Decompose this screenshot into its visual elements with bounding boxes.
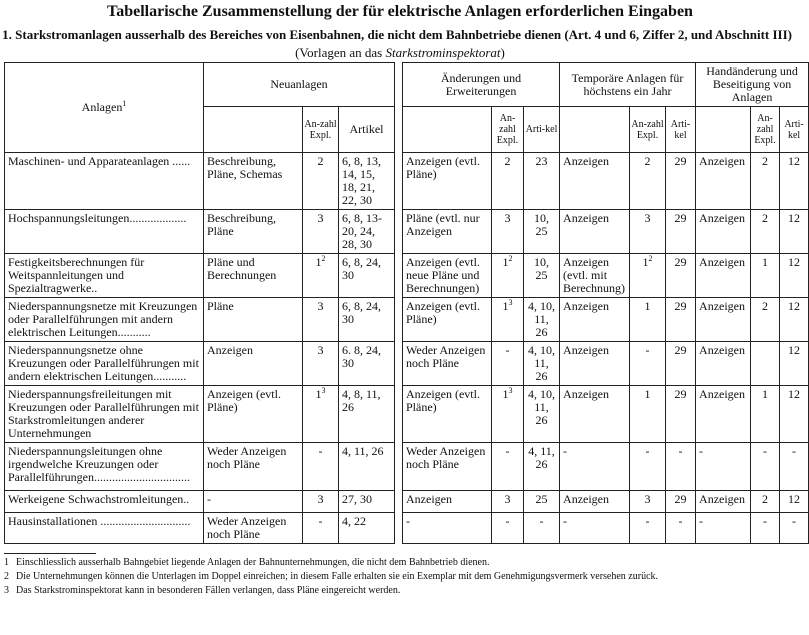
cell-aend-vorlage [403, 513, 492, 544]
cell-aend-anzahl [492, 513, 524, 544]
footnote-number: 2 [4, 571, 9, 582]
cell-gap [395, 443, 403, 491]
neu-anzahl-value: - [318, 514, 323, 528]
header-hand-anzahl: An-zahl Expl. [751, 107, 780, 153]
cell-neu-artikel [339, 153, 395, 210]
cell-row-label [5, 443, 204, 491]
cell-aend-artikel [524, 254, 560, 298]
neu-artikel-value: 6. 8, 24, 30 [342, 343, 381, 370]
aend-vorlage-value: Anzeigen (evtl. Pläne) [406, 387, 480, 414]
hand-vorlage-value: - [699, 514, 704, 528]
footnote-number: 1 [4, 557, 9, 568]
cell-row-label [5, 153, 204, 210]
temp-vorlage-value: Anzeigen [563, 299, 610, 313]
aend-anzahl-value: - [505, 444, 510, 458]
table-row [5, 491, 809, 513]
temp-artikel-value: 29 [674, 154, 687, 168]
temp-artikel-value: 29 [674, 492, 687, 506]
temp-vorlage-value: Anzeigen [563, 154, 610, 168]
aend-anzahl-value: 3 [504, 211, 511, 225]
cell-aend-anzahl [492, 210, 524, 254]
hand-vorlage-value: Anzeigen [699, 154, 746, 168]
cell-temp-anzahl [630, 386, 666, 443]
neu-vorlage-value: Anzeigen [207, 343, 253, 357]
aend-vorlage-value: Anzeigen (evtl. neue Pläne und Berechnungen) [406, 255, 480, 295]
temp-artikel-value: 29 [674, 387, 687, 401]
cell-neu-artikel [339, 298, 395, 342]
footnote-text: Die Unternehmungen können die Unterlagen im Doppel einreichen; in diesem Falle erhalten sie ein Exemplar mit dem Genehmigungsvermerk versehen zurück. [16, 571, 659, 582]
hand-artikel-value: 12 [788, 343, 801, 357]
neu-vorlage-value: Beschreibung, Pläne, Schemas [207, 154, 283, 181]
cell-neu-artikel [339, 386, 395, 443]
cell-temp-anzahl [630, 153, 666, 210]
cell-neu-vorlage [204, 491, 303, 513]
aend-anzahl-value: 1 [502, 255, 509, 269]
cell-neu-vorlage [204, 153, 303, 210]
cell-aend-anzahl [492, 254, 524, 298]
table-row [5, 153, 809, 210]
hand-anzahl-value: 1 [762, 255, 769, 269]
aend-vorlage-value: Weder Anzeigen noch Pläne [406, 444, 486, 471]
cell-aend-anzahl [492, 386, 524, 443]
cell-neu-vorlage [204, 342, 303, 386]
document-subtitle: 1. Starkstromanlagen ausserhalb des Bereiches von Eisenbahnen, die nicht dem Bahnbetriebe dienen (Art. 4 und 6, Ziffer 2, und Abschnitt III) [2, 27, 792, 42]
neu-vorlage-value: Anzeigen (evtl. Pläne) [207, 387, 281, 414]
hand-vorlage-value: Anzeigen [699, 299, 746, 313]
aend-vorlage-value: Weder Anzeigen noch Pläne [406, 343, 486, 370]
cell-temp-artikel [666, 210, 696, 254]
cell-temp-anzahl [630, 210, 666, 254]
header-handaenderung: Handänderung und Beseitigung von Anlagen [696, 63, 809, 107]
footnote-ref: 2 [321, 254, 326, 263]
cell-neu-anzahl [303, 298, 339, 342]
cell-row-label [5, 254, 204, 298]
hand-vorlage-value: - [699, 444, 704, 458]
table-body [5, 153, 809, 544]
hand-anzahl-value: - [763, 514, 768, 528]
temp-vorlage-value: Anzeigen [563, 211, 610, 225]
footnotes [4, 557, 794, 599]
cell-temp-anzahl [630, 513, 666, 544]
temp-vorlage-value: - [563, 444, 568, 458]
hand-anzahl-value: 2 [762, 492, 769, 506]
hand-vorlage-value: Anzeigen [699, 343, 746, 357]
cell-neu-anzahl [303, 513, 339, 544]
table-row [5, 386, 809, 443]
cell-aend-artikel [524, 153, 560, 210]
temp-anzahl-value: 3 [644, 211, 651, 225]
cell-neu-artikel [339, 513, 395, 544]
neu-anzahl-value: 2 [317, 154, 324, 168]
cell-hand-artikel [780, 342, 809, 386]
temp-artikel-value: 29 [674, 343, 687, 357]
cell-hand-artikel [780, 443, 809, 491]
footnote-text: Einschliesslich ausserhalb Bahngebiet liegende Anlagen der Bahnunternehmungen, die nicht dem Bahnbetrieb dienen. [16, 557, 490, 568]
cell-neu-anzahl [303, 254, 339, 298]
cell-hand-artikel [780, 386, 809, 443]
aend-anzahl-value: 1 [502, 387, 509, 401]
aend-anzahl-value: - [505, 343, 510, 357]
aend-artikel-value: 25 [535, 492, 548, 506]
cell-row-label [5, 386, 204, 443]
cell-temp-anzahl [630, 298, 666, 342]
neu-vorlage-value: Pläne und Berechnungen [207, 255, 277, 282]
header-hand-artikel: Arti-kel [780, 107, 809, 153]
cell-temp-artikel [666, 443, 696, 491]
cell-aend-artikel [524, 210, 560, 254]
cell-aend-artikel [524, 491, 560, 513]
neu-artikel-value: 6, 8, 24, 30 [342, 255, 381, 282]
header-aend-anzahl: An-zahl Expl. [492, 107, 524, 153]
header-aend-artikel: Arti-kel [524, 107, 560, 153]
footnote [4, 585, 794, 597]
cell-neu-artikel [339, 491, 395, 513]
aend-vorlage-value: - [406, 514, 410, 528]
temp-artikel-value: 29 [674, 299, 687, 313]
temp-artikel-value: - [678, 444, 683, 458]
row-label-value: Niederspannungsleitungen ohne irgendwelche Kreuzungen oder Parallelführungen................................ [8, 444, 190, 484]
cell-hand-vorlage [696, 153, 751, 210]
footnote [4, 557, 794, 569]
cell-hand-vorlage [696, 386, 751, 443]
aend-vorlage-value: Anzeigen (evtl. Pläne) [406, 299, 480, 326]
cell-hand-artikel [780, 298, 809, 342]
neu-artikel-value: 4, 11, 26 [342, 444, 384, 458]
neu-anzahl-value: - [318, 444, 323, 458]
temp-artikel-value: - [678, 514, 683, 528]
cell-hand-vorlage [696, 298, 751, 342]
aend-artikel-value: 23 [535, 154, 548, 168]
row-label-value: Niederspannungsfreileitungen mit Kreuzungen oder Parallelführungen mit Starkstromleitungen anderer Unternehmungen [8, 387, 199, 440]
aend-artikel-value: 10, 25 [534, 211, 550, 238]
cell-hand-vorlage [696, 254, 751, 298]
temp-anzahl-value: 1 [642, 255, 649, 269]
cell-aend-artikel [524, 513, 560, 544]
cell-neu-anzahl [303, 386, 339, 443]
neu-anzahl-value: 3 [317, 299, 324, 313]
footnote-number: 3 [4, 585, 9, 596]
footnote-ref: 3 [321, 386, 326, 395]
column-gap [395, 63, 403, 153]
aend-artikel-value: 4, 10, 11, 26 [528, 387, 556, 427]
cell-row-label [5, 342, 204, 386]
cell-hand-vorlage [696, 210, 751, 254]
footnote-divider [4, 553, 96, 554]
cell-temp-artikel [666, 513, 696, 544]
cell-temp-vorlage [560, 298, 630, 342]
note-prefix: (Vorlagen an das [295, 45, 386, 60]
cell-hand-vorlage [696, 342, 751, 386]
header-hand-vorlage [696, 107, 751, 153]
hand-anzahl-value: 2 [762, 299, 769, 313]
cell-hand-anzahl [751, 254, 780, 298]
hand-anzahl-value: 2 [762, 154, 769, 168]
cell-hand-artikel [780, 513, 809, 544]
table-row [5, 342, 809, 386]
neu-vorlage-value: Weder Anzeigen noch Pläne [207, 514, 287, 541]
table-row [5, 210, 809, 254]
cell-temp-vorlage [560, 443, 630, 491]
aend-anzahl-value: 2 [504, 154, 511, 168]
cell-hand-anzahl [751, 513, 780, 544]
aend-artikel-value: 4, 11, 26 [528, 444, 555, 471]
table-row [5, 298, 809, 342]
cell-neu-anzahl [303, 210, 339, 254]
hand-vorlage-value: Anzeigen [699, 211, 746, 225]
neu-artikel-value: 27, 30 [342, 492, 372, 506]
cell-temp-artikel [666, 298, 696, 342]
cell-temp-artikel [666, 153, 696, 210]
footnote-text: Das Starkstrominspektorat kann in besonderen Fällen verlangen, dass Pläne eingereicht werden. [16, 585, 401, 596]
cell-temp-vorlage [560, 342, 630, 386]
note-authority: Starkstrominspektorat [385, 45, 501, 60]
cell-aend-artikel [524, 443, 560, 491]
cell-hand-anzahl [751, 153, 780, 210]
cell-neu-vorlage [204, 298, 303, 342]
cell-aend-anzahl [492, 153, 524, 210]
neu-anzahl-value: 1 [315, 255, 322, 269]
aend-artikel-value: - [539, 514, 544, 528]
cell-row-label [5, 513, 204, 544]
cell-neu-artikel [339, 342, 395, 386]
cell-gap [395, 210, 403, 254]
neu-artikel-value: 6, 8, 24, 30 [342, 299, 381, 326]
row-label-value: Hochspannungsleitungen................... [8, 211, 187, 225]
temp-artikel-value: 29 [674, 255, 687, 269]
cell-neu-artikel [339, 210, 395, 254]
cell-aend-vorlage [403, 153, 492, 210]
aend-vorlage-value: Anzeigen [406, 492, 452, 506]
cell-temp-vorlage [560, 491, 630, 513]
cell-gap [395, 342, 403, 386]
cell-temp-artikel [666, 491, 696, 513]
header-neu-artikel: Artikel [339, 107, 395, 153]
hand-anzahl-value: 2 [762, 211, 769, 225]
temp-anzahl-value: 2 [644, 154, 651, 168]
temp-vorlage-value: - [563, 514, 568, 528]
temp-anzahl-value: - [645, 343, 650, 357]
hand-vorlage-value: Anzeigen [699, 492, 746, 506]
temp-vorlage-value: Anzeigen [563, 387, 610, 401]
cell-neu-anzahl [303, 491, 339, 513]
cell-gap [395, 153, 403, 210]
temp-anzahl-value: 3 [644, 492, 651, 506]
cell-temp-anzahl [630, 342, 666, 386]
neu-anzahl-value: 3 [317, 492, 324, 506]
neu-vorlage-value: Pläne [207, 299, 234, 313]
header-aend-vorlage [403, 107, 492, 153]
cell-aend-artikel [524, 298, 560, 342]
cell-hand-anzahl [751, 491, 780, 513]
cell-row-label [5, 491, 204, 513]
aend-artikel-value: 4, 10, 11, 26 [528, 299, 556, 339]
cell-aend-anzahl [492, 342, 524, 386]
cell-aend-vorlage [403, 254, 492, 298]
header-temp-anzahl: An-zahl Expl. [630, 107, 666, 153]
cell-aend-anzahl [492, 443, 524, 491]
cell-temp-artikel [666, 342, 696, 386]
cell-gap [395, 491, 403, 513]
cell-hand-anzahl [751, 342, 780, 386]
submission-note [0, 44, 800, 61]
hand-artikel-value: - [792, 514, 797, 528]
cell-neu-vorlage [204, 254, 303, 298]
header-temporaere: Temporäre Anlagen für höchstens ein Jahr [560, 63, 696, 107]
header-neu-vorlage [204, 107, 303, 153]
neu-anzahl-value: 1 [315, 387, 322, 401]
cell-hand-vorlage [696, 513, 751, 544]
neu-artikel-value: 4, 22 [342, 514, 366, 528]
cell-neu-artikel [339, 443, 395, 491]
neu-anzahl-value: 3 [317, 211, 324, 225]
cell-hand-anzahl [751, 298, 780, 342]
cell-temp-anzahl [630, 491, 666, 513]
aend-anzahl-value: - [505, 514, 510, 528]
footnote-ref: 2 [648, 254, 653, 263]
cell-aend-vorlage [403, 386, 492, 443]
row-label-value: Niederspannungsnetze mit Kreuzungen oder Parallelführungen mit andern elektrischen Leitungen........... [8, 299, 198, 339]
hand-artikel-value: 12 [788, 492, 801, 506]
aend-artikel-value: 4, 10, 11, 26 [528, 343, 556, 383]
cell-gap [395, 254, 403, 298]
cell-hand-artikel [780, 254, 809, 298]
cell-neu-vorlage [204, 386, 303, 443]
cell-aend-anzahl [492, 298, 524, 342]
cell-aend-artikel [524, 342, 560, 386]
aend-anzahl-value: 1 [502, 299, 509, 313]
temp-anzahl-value: - [645, 514, 650, 528]
cell-neu-vorlage [204, 443, 303, 491]
footnote-ref: 3 [508, 386, 513, 395]
cell-neu-artikel [339, 254, 395, 298]
neu-vorlage-value: - [207, 492, 211, 506]
cell-hand-artikel [780, 210, 809, 254]
row-label-value: Niederspannungsnetze ohne Kreuzungen oder Parallelführungen mit andern elektrischen Leitungen........... [8, 343, 199, 383]
temp-vorlage-value: Anzeigen [563, 492, 610, 506]
temp-vorlage-value: Anzeigen [563, 343, 610, 357]
temp-anzahl-value: - [645, 444, 650, 458]
cell-temp-vorlage [560, 210, 630, 254]
hand-artikel-value: 12 [788, 387, 801, 401]
header-neu-anzahl: An-zahl Expl. [303, 107, 339, 153]
table-row [5, 513, 809, 544]
neu-vorlage-value: Beschreibung, Pläne [207, 211, 276, 238]
temp-artikel-value: 29 [674, 211, 687, 225]
cell-neu-vorlage [204, 513, 303, 544]
temp-vorlage-value: Anzeigen (evtl. mit Berechnung) [563, 255, 626, 295]
cell-gap [395, 513, 403, 544]
cell-aend-artikel [524, 386, 560, 443]
header-temp-artikel: Arti-kel [666, 107, 696, 153]
cell-gap [395, 298, 403, 342]
neu-artikel-value: 6, 8, 13, 14, 15, 18, 21, 22, 30 [342, 154, 381, 207]
footnote-ref: 2 [508, 254, 513, 263]
cell-temp-vorlage [560, 153, 630, 210]
hand-vorlage-value: Anzeigen [699, 387, 746, 401]
cell-temp-vorlage [560, 254, 630, 298]
hand-anzahl-value: - [763, 444, 768, 458]
cell-hand-artikel [780, 491, 809, 513]
hand-artikel-value: 12 [788, 211, 801, 225]
aend-artikel-value: 10, 25 [534, 255, 550, 282]
cell-neu-anzahl [303, 443, 339, 491]
aend-vorlage-value: Anzeigen (evtl. Pläne) [406, 154, 480, 181]
row-label-value: Festigkeitsberechnungen für Weitspannleitungen und Spezialtragwerke.. [8, 255, 145, 295]
temp-anzahl-value: 1 [644, 387, 651, 401]
cell-row-label [5, 298, 204, 342]
row-label-value: Werkeigene Schwachstromleitungen.. [8, 492, 190, 506]
document-title: Tabellarische Zusammenstellung der für elektrische Anlagen erforderlichen Eingaben [107, 3, 693, 20]
table-row [5, 254, 809, 298]
cell-temp-vorlage [560, 513, 630, 544]
aend-vorlage-value: Pläne (evtl. nur Anzeigen [406, 211, 480, 238]
cell-aend-vorlage [403, 210, 492, 254]
neu-artikel-value: 6, 8, 13-20, 24, 28, 30 [342, 211, 382, 251]
cell-temp-vorlage [560, 386, 630, 443]
cell-aend-vorlage [403, 298, 492, 342]
table-row [5, 443, 809, 491]
cell-hand-vorlage [696, 443, 751, 491]
header-anlagen: Anlagen$^1$ [5, 63, 204, 153]
hand-vorlage-value: Anzeigen [699, 255, 746, 269]
requirements-table [4, 62, 809, 544]
aend-anzahl-value: 3 [504, 492, 511, 506]
cell-temp-anzahl [630, 443, 666, 491]
footnote [4, 571, 794, 583]
hand-anzahl-value: 1 [762, 387, 769, 401]
cell-temp-artikel [666, 254, 696, 298]
hand-artikel-value: 12 [788, 255, 801, 269]
cell-hand-vorlage [696, 491, 751, 513]
cell-neu-anzahl [303, 153, 339, 210]
hand-artikel-value: 12 [788, 154, 801, 168]
cell-hand-anzahl [751, 210, 780, 254]
cell-gap [395, 386, 403, 443]
cell-hand-anzahl [751, 386, 780, 443]
cell-hand-artikel [780, 153, 809, 210]
cell-temp-anzahl [630, 254, 666, 298]
footnote-ref: 3 [508, 298, 513, 307]
neu-anzahl-value: 3 [317, 343, 324, 357]
hand-artikel-value: - [792, 444, 797, 458]
cell-neu-vorlage [204, 210, 303, 254]
header-temp-vorlage [560, 107, 630, 153]
cell-neu-anzahl [303, 342, 339, 386]
note-suffix: ) [500, 45, 505, 60]
row-label-value: Maschinen- und Apparateanlagen ...... [8, 154, 191, 168]
row-label-value: Hausinstallationen .............................. [8, 514, 191, 528]
neu-artikel-value: 4, 8, 11, 26 [342, 387, 381, 414]
neu-vorlage-value: Weder Anzeigen noch Pläne [207, 444, 287, 471]
cell-row-label [5, 210, 204, 254]
hand-artikel-value: 12 [788, 299, 801, 313]
header-aenderungen: Änderungen und Erweiterungen [403, 63, 560, 107]
cell-temp-artikel [666, 386, 696, 443]
cell-aend-vorlage [403, 443, 492, 491]
cell-aend-anzahl [492, 491, 524, 513]
cell-aend-vorlage [403, 491, 492, 513]
cell-aend-vorlage [403, 342, 492, 386]
temp-anzahl-value: 1 [644, 299, 651, 313]
header-neuanlagen: Neuanlagen [204, 63, 395, 107]
cell-hand-anzahl [751, 443, 780, 491]
